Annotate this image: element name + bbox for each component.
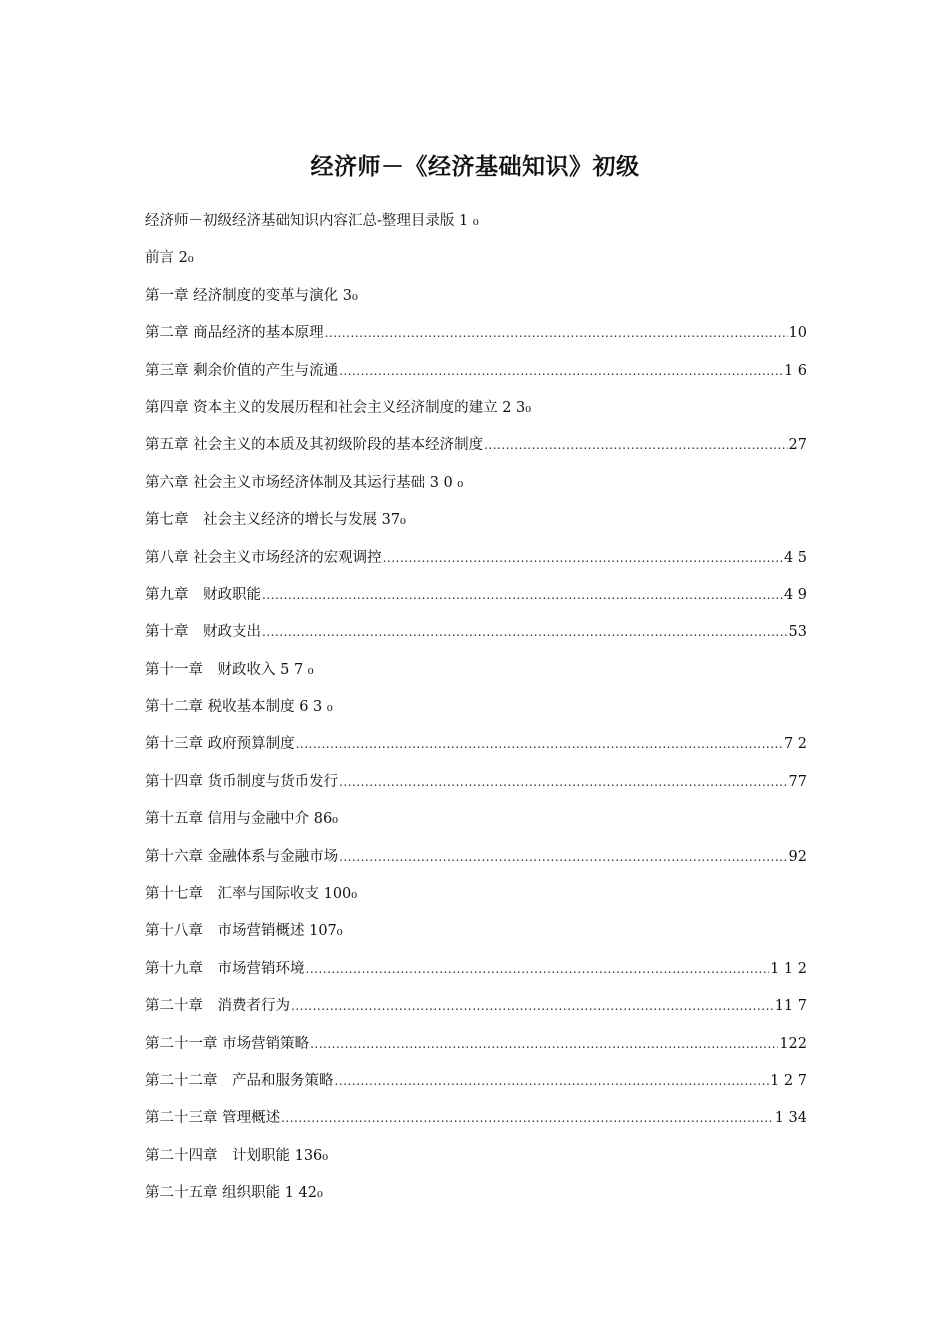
toc-entry-title: 第六章 社会主义市场经济体制及其运行基础 3 0 ₀ [145, 474, 464, 491]
toc-entry[interactable] [145, 951, 807, 988]
toc-entry-page-number: 122 [779, 1035, 807, 1052]
toc-dot-leader [262, 577, 783, 614]
toc-entry[interactable] [145, 764, 807, 801]
toc-entry[interactable] [145, 502, 807, 539]
toc-entry[interactable] [145, 689, 807, 726]
toc-entry[interactable] [145, 1175, 807, 1212]
toc-entry-page-number: 53 [788, 624, 807, 641]
toc-entry-title: 前言 2₀ [145, 250, 194, 267]
toc-entry-title: 第十章 财政支出 [145, 624, 261, 641]
toc-entry-page-number: 92 [788, 848, 807, 865]
toc-entry-title: 第五章 社会主义的本质及其初级阶段的基本经济制度 [145, 437, 484, 454]
toc-entry-title: 第二十四章 计划职能 136₀ [145, 1147, 329, 1164]
toc-entry[interactable] [145, 801, 807, 838]
toc-dot-leader [339, 353, 783, 390]
toc-dot-leader [484, 427, 787, 464]
toc-entry-page-number: 4 5 [783, 549, 807, 566]
toc-entry-title: 第二十三章 管理概述 [145, 1110, 281, 1127]
toc-entry-page-number: 1 34 [774, 1110, 807, 1127]
toc-entry[interactable] [145, 988, 807, 1025]
toc-entry[interactable] [145, 315, 807, 352]
toc-entry[interactable] [145, 876, 807, 913]
toc-entry[interactable] [145, 1026, 807, 1063]
toc-dot-leader [339, 839, 787, 876]
toc-entry-title: 第十四章 货币制度与货币发行 [145, 773, 339, 790]
toc-entry-title: 第二章 商品经济的基本原理 [145, 325, 324, 342]
toc-entry-title: 第十五章 信用与金融中介 86₀ [145, 811, 338, 828]
toc-entry-title: 第十三章 政府预算制度 [145, 736, 295, 753]
toc-entry-title: 第八章 社会主义市场经济的宏观调控 [145, 549, 382, 566]
toc-entry[interactable] [145, 913, 807, 950]
toc-entry[interactable] [145, 278, 807, 315]
toc-entry-title: 第十八章 市场营销概述 107₀ [145, 923, 343, 940]
toc-entry-title: 第一章 经济制度的变革与演化 3₀ [145, 287, 358, 304]
toc-dot-leader [306, 951, 770, 988]
toc-entry-page-number: 1 1 2 [770, 960, 807, 977]
toc-entry-page-number: 10 [788, 325, 807, 342]
toc-dot-leader [335, 1063, 770, 1100]
toc-entry-page-number: 4 9 [783, 586, 807, 603]
toc-entry-title: 第十一章 财政收入 5 7 ₀ [145, 661, 314, 678]
toc-entry[interactable] [145, 726, 807, 763]
toc-entry-title: 经济师－初级经济基础知识内容汇总-整理目录版 1 ₀ [145, 213, 479, 229]
toc-dot-leader [291, 988, 774, 1025]
toc-entry-page-number: 7 2 [783, 736, 807, 753]
toc-entry[interactable] [145, 203, 807, 240]
toc-entry-title: 第三章 剩余价值的产生与流通 [145, 362, 339, 379]
toc-entry[interactable] [145, 540, 807, 577]
toc-dot-leader [339, 764, 787, 801]
toc-entry-page-number: 1 2 7 [770, 1072, 807, 1089]
toc-entry-title: 第七章 社会主义经济的增长与发展 37₀ [145, 512, 406, 529]
toc-entry[interactable] [145, 390, 807, 427]
toc-entry-page-number: 77 [788, 773, 807, 790]
toc-entry-title: 第四章 资本主义的发展历程和社会主义经济制度的建立 2 3₀ [145, 399, 532, 416]
toc-entry[interactable] [145, 839, 807, 876]
toc-entry-title: 第十六章 金融体系与金融市场 [145, 848, 339, 865]
toc-dot-leader [262, 614, 788, 651]
toc-entry-title: 第二十五章 组织职能 1 42₀ [145, 1185, 323, 1202]
toc-entry[interactable] [145, 614, 807, 651]
toc-dot-leader [296, 726, 783, 763]
toc-entry-title: 第二十二章 产品和服务策略 [145, 1072, 334, 1089]
toc-entry-title: 第十九章 市场营销环境 [145, 960, 305, 977]
document-title: 经济师－《经济基础知识》初级 [310, 153, 640, 180]
toc-entry-page-number: 27 [788, 437, 807, 454]
toc-entry[interactable] [145, 465, 807, 502]
toc-entry[interactable] [145, 1063, 807, 1100]
toc-entry[interactable] [145, 577, 807, 614]
toc-entry-title: 第十二章 税收基本制度 6 3 ₀ [145, 699, 333, 716]
toc-entry-title: 第二十章 消费者行为 [145, 998, 290, 1015]
table-of-contents [145, 203, 807, 1213]
toc-dot-leader [281, 1100, 774, 1137]
toc-entry[interactable] [145, 353, 807, 390]
toc-entry[interactable] [145, 427, 807, 464]
toc-entry-page-number: 1 6 [783, 362, 807, 379]
toc-entry[interactable] [145, 652, 807, 689]
toc-entry-page-number: 11 7 [774, 998, 807, 1015]
toc-entry-title: 第九章 财政职能 [145, 586, 261, 603]
toc-dot-leader [383, 540, 783, 577]
toc-entry-title: 第二十一章 市场营销策略 [145, 1035, 310, 1052]
toc-entry[interactable] [145, 1138, 807, 1175]
toc-entry-title: 第十七章 汇率与国际收支 100₀ [145, 886, 358, 903]
toc-dot-leader [310, 1026, 778, 1063]
toc-entry[interactable] [145, 240, 807, 277]
toc-dot-leader [325, 315, 788, 352]
toc-entry[interactable] [145, 1100, 807, 1137]
